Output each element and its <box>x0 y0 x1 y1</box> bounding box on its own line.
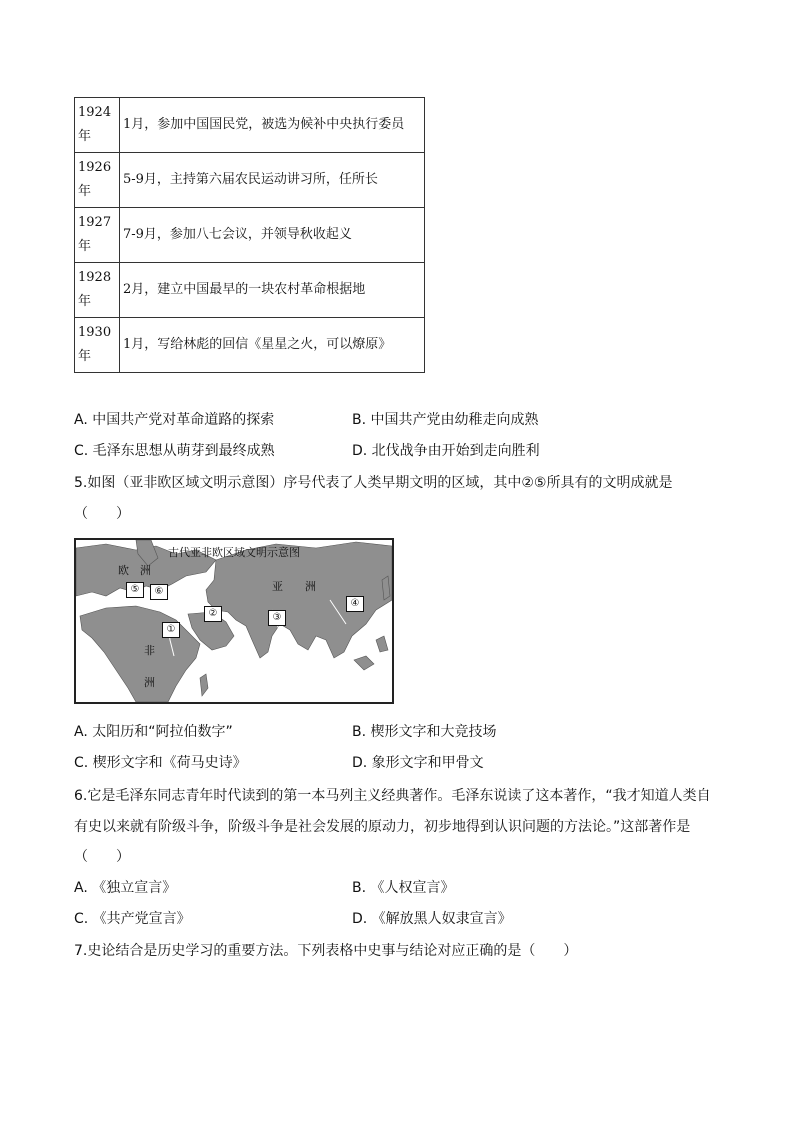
q6-option-b[interactable]: B. 《人权宣言》 <box>352 880 455 896</box>
map-label-asia: 亚 洲 <box>272 580 316 593</box>
map-marker-2: ② <box>204 606 222 622</box>
q4-option-d[interactable]: D. 北伐战争由开始到走向胜利 <box>352 443 540 459</box>
timeline-row <box>75 208 425 263</box>
timeline-row <box>75 98 425 153</box>
q5-option-c[interactable]: C. 楔形文字和《荷马史诗》 <box>74 755 247 771</box>
timeline-row <box>75 263 425 318</box>
q6-option-a[interactable]: A. 《独立宣言》 <box>74 880 177 896</box>
q6-answer-paren: （ ） <box>74 849 130 865</box>
timeline-row <box>75 318 425 373</box>
map-marker-4: ④ <box>346 596 364 612</box>
q5-option-a[interactable]: A. 太阳历和“阿拉伯数字” <box>74 724 233 740</box>
q6-option-d[interactable]: D. 《解放黑人奴隶宣言》 <box>352 911 512 927</box>
timeline-event: 5-9月，主持第六届农民运动讲习所，任所长 <box>120 153 425 208</box>
q4-option-c[interactable]: C. 毛泽东思想从萌芽到最终成熟 <box>74 443 275 459</box>
timeline-year: 1927 年 <box>75 208 120 263</box>
q4-option-b[interactable]: B. 中国共产党由幼稚走向成熟 <box>352 412 539 428</box>
timeline-year: 1928 年 <box>75 263 120 318</box>
map-label-europe: 欧 洲 <box>118 564 151 577</box>
map-marker-1: ① <box>162 622 180 638</box>
q7-stem: 7.史论结合是历史学习的重要方法。下列表格中史事与结论对应正确的是（ ） <box>74 943 578 959</box>
timeline-event: 1月，参加中国国民党，被选为候补中央执行委员 <box>120 98 425 153</box>
q5-option-d[interactable]: D. 象形文字和甲骨文 <box>352 755 484 771</box>
timeline-year: 1930 年 <box>75 318 120 373</box>
timeline-table <box>74 97 425 373</box>
q6-stem-line1: 6.它是毛泽东同志青年时代读到的第一本马列主义经典著作。毛泽东说读了这本著作，“我才知道人类自 <box>74 788 711 804</box>
q6-option-c[interactable]: C. 《共产党宣言》 <box>74 911 191 927</box>
timeline-event: 7-9月，参加八七会议，并领导秋收起义 <box>120 208 425 263</box>
map-marker-6: ⑥ <box>150 584 168 600</box>
map-label-africa-1: 非 <box>144 644 155 657</box>
q5-stem: 5.如图（亚非欧区域文明示意图）序号代表了人类早期文明的区域，其中②⑤所具有的文明成就是 <box>74 475 673 491</box>
civilization-map <box>74 538 394 704</box>
q5-answer-paren: （ ） <box>74 506 130 522</box>
map-title: 古代亚非欧区域文明示意图 <box>168 546 300 559</box>
q5-option-b[interactable]: B. 楔形文字和大竞技场 <box>352 724 497 740</box>
map-label-africa-2: 洲 <box>144 676 155 689</box>
map-marker-5: ⑤ <box>126 582 144 598</box>
timeline-row <box>75 153 425 208</box>
timeline-event: 1月，写给林彪的回信《星星之火，可以燎原》 <box>120 318 425 373</box>
timeline-event: 2月，建立中国最早的一块农村革命根据地 <box>120 263 425 318</box>
timeline-year: 1924 年 <box>75 98 120 153</box>
timeline-year: 1926 年 <box>75 153 120 208</box>
q4-option-a[interactable]: A. 中国共产党对革命道路的探索 <box>74 412 275 428</box>
map-marker-3: ③ <box>268 610 286 626</box>
q6-stem-line2: 有史以来就有阶级斗争，阶级斗争是社会发展的原动力，初步地得到认识问题的方法论。”这部著作是 <box>74 819 691 835</box>
